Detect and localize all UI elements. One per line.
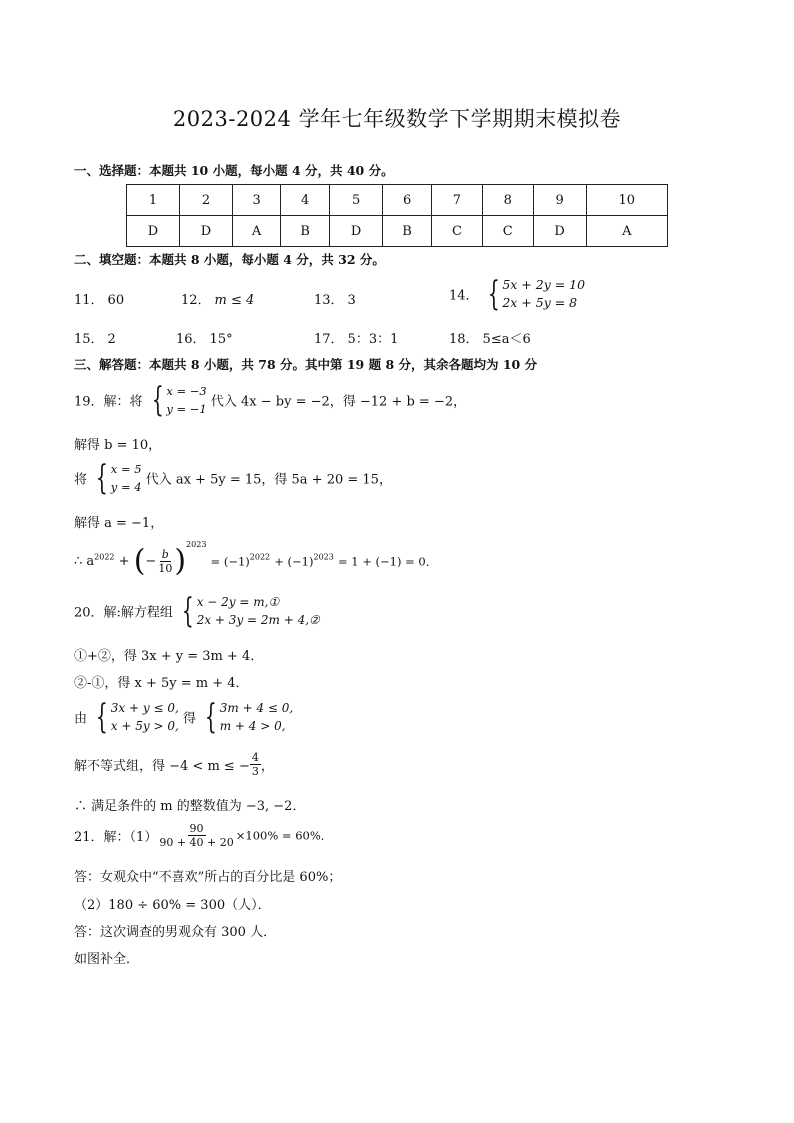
table-cell: B (281, 216, 330, 247)
q14-eq2: 2x + 5y = 8 (502, 295, 578, 310)
q17-number: 17． (314, 332, 344, 347)
table-cell: 3 (233, 185, 281, 216)
fraction-denominator: 3 (251, 765, 259, 778)
table-cell: 7 (432, 185, 483, 216)
q21-line2: 答：女观众中“不喜欢”所占的百分比是 60%； (74, 870, 342, 885)
q19-line2: 解得 b = 10， (74, 438, 162, 453)
fraction-denominator: 90 + 40 + 20 (159, 836, 234, 849)
q20-system1 (177, 593, 320, 629)
table-cell: 5 (330, 185, 383, 216)
q17-answer: 5：3：1 (347, 332, 399, 347)
q20-line5 (74, 751, 274, 778)
q19-system2 (91, 460, 141, 496)
q20-sys2-eq1: 3x + y ≤ 0, (110, 701, 179, 715)
q20-text: 解不等式组，得 −4 < m ≤ − (74, 759, 250, 774)
section2-heading: 二、填空题：本题共 8 小题，每小题 4 分，共 32 分。 (74, 252, 385, 267)
q19-text: = 1 + (−1) = 0． (337, 554, 438, 569)
q19-text: ∴ a (74, 554, 95, 569)
left-brace: { (96, 697, 108, 737)
q19-text: = (−1) (210, 554, 250, 569)
q11-answer: 60 (107, 293, 125, 308)
table-cell: C (432, 216, 483, 247)
q19-system1 (147, 382, 207, 418)
answer-table (126, 184, 668, 247)
q19-line4: 解得 a = −1， (74, 516, 164, 531)
table-cell: 9 (533, 185, 586, 216)
table-cell: 10 (586, 185, 667, 216)
q15-answer: 2 (107, 332, 116, 347)
q19-line3 (74, 460, 392, 496)
q20-text: 得 (182, 711, 196, 727)
q21-text: ×100% = 60%． (235, 828, 333, 843)
q16-number: 16． (176, 332, 206, 347)
q19-line5: ∴ $a^{2022}$ + (− $\frac{b}{10}$ )$^{2023} = (-1)^{2022} + (-1)^{2023} = 1 + (-1) = 0$． (74, 540, 438, 579)
table-cell: C (482, 216, 533, 247)
q20-sys3-eq2: m + 4 > 0, (219, 719, 286, 733)
page-title: 2023-2024 学年七年级数学下学期期末模拟卷 (172, 107, 622, 131)
q15 (74, 328, 116, 347)
table-cell: D (127, 216, 180, 247)
q18-number: 18． (449, 332, 479, 347)
q21-line3: （2）180 ÷ 60% = 300（人）． (74, 898, 271, 913)
q20-sys1-eq2: 2x + 3y = 2m + 4,② (196, 613, 320, 627)
table-cell: 4 (281, 185, 330, 216)
q12 (181, 289, 254, 308)
q11 (74, 289, 124, 308)
q19-sys2-eq1: x = 5 (110, 462, 142, 476)
left-brace: { (151, 380, 164, 420)
q13 (314, 289, 356, 308)
q13-answer: 3 (347, 293, 356, 308)
fraction (156, 548, 174, 575)
table-row-answers (127, 216, 668, 247)
q21-line1 (74, 822, 332, 849)
q19-text: 代入 4x − by = −2，得 −12 + b = −2， (210, 394, 467, 410)
section1-heading: 一、选择题：本题共 10 小题，每小题 4 分，共 40 分。 (74, 163, 394, 178)
right-paren: ) (174, 543, 187, 579)
exponent: 2022 (94, 552, 115, 562)
exponent: 2022 (249, 552, 271, 562)
q20-system3 (200, 699, 293, 735)
q12-answer: m ≤ 4 (214, 293, 255, 308)
q19-text: + (−1) (274, 554, 314, 569)
q20-text: 20．解:解方程组 (74, 605, 173, 621)
table-cell: 2 (180, 185, 233, 216)
q19-text: 代入 ax + 5y = 15，得 5a + 20 = 15， (145, 472, 392, 488)
q20-sys1-eq1: x − 2y = m,① (196, 595, 280, 609)
table-cell: 1 (127, 185, 180, 216)
q20-system2 (91, 699, 179, 735)
left-paren: ( (133, 543, 146, 579)
q18 (449, 328, 531, 347)
q20-line6: ∴ 满足条件的 m 的整数值为 −3, −2． (74, 799, 306, 814)
q17 (314, 328, 398, 347)
table-cell: D (330, 216, 383, 247)
q19-line1 (74, 382, 466, 418)
left-brace: { (487, 274, 500, 314)
q21-text: 21．解：（1） (74, 830, 158, 845)
table-cell: B (383, 216, 432, 247)
table-cell: A (233, 216, 281, 247)
fraction-numerator: 4 (251, 751, 259, 764)
exponent: 2023 (313, 552, 334, 562)
q14 (449, 276, 585, 312)
q20-sys3-eq1: 3m + 4 ≤ 0, (219, 701, 294, 715)
q20-sys2-eq2: x + 5y > 0, (110, 719, 179, 733)
q19-sys1-eq1: x = −3 (166, 384, 207, 398)
q16-answer: 15° (209, 332, 233, 347)
q20-text: ， (260, 759, 274, 774)
fraction (157, 822, 235, 849)
q20-text: 由 (74, 711, 88, 727)
q21-line5: 如图补全． (74, 952, 140, 967)
table-cell: 8 (482, 185, 533, 216)
q12-number: 12． (181, 293, 211, 308)
section3-heading: 三、解答题：本题共 8 小题，共 78 分。其中第 19 题 8 分，其余各题均为 10 分 (74, 357, 538, 372)
q19-sys1-eq2: y = −1 (166, 402, 207, 416)
fraction (250, 751, 261, 778)
table-cell: D (533, 216, 586, 247)
q20-line3: ②-①，得 x + 5y = m + 4． (74, 676, 249, 691)
q14-system (483, 276, 585, 312)
q19-text: 19．解：将 (74, 394, 143, 410)
fraction-numerator: 90 (189, 822, 204, 835)
left-brace: { (204, 697, 217, 737)
table-cell: 6 (383, 185, 432, 216)
q21-line4: 答：这次调查的男观众有 300 人． (74, 925, 277, 940)
exponent: 2023 (186, 540, 207, 549)
q11-number: 11． (74, 293, 104, 308)
q20-line2: ①+②，得 3x + y = 3m + 4． (74, 649, 264, 664)
table-cell: D (180, 216, 233, 247)
q18-answer: 5≤a＜6 (482, 332, 531, 347)
q20-line4 (74, 699, 293, 735)
fraction-denominator: 10 (158, 562, 173, 575)
left-brace: { (181, 591, 194, 631)
q14-eq1: 5x + 2y = 10 (502, 277, 586, 292)
q15-number: 15． (74, 332, 104, 347)
fraction-numerator: b (161, 548, 169, 561)
q13-number: 13． (314, 293, 344, 308)
left-brace: { (96, 458, 108, 498)
table-row-numbers (127, 185, 668, 216)
q19-text: 将 (74, 472, 88, 488)
q19-sys2-eq2: y = 4 (110, 480, 142, 494)
q14-number: 14． (449, 288, 479, 304)
table-cell: A (586, 216, 667, 247)
q20-line1 (74, 593, 320, 629)
q16 (176, 328, 233, 347)
